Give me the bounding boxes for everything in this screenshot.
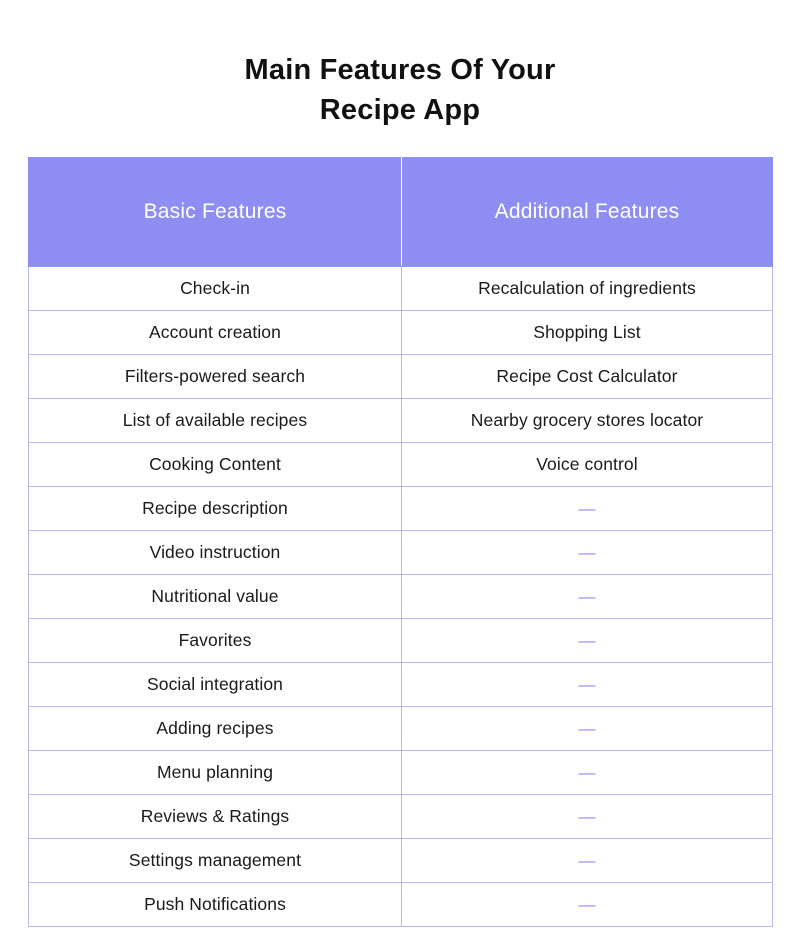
cell-basic-feature: Account creation xyxy=(29,311,402,355)
table-row xyxy=(29,267,773,311)
page-title xyxy=(0,0,800,130)
table-header-row xyxy=(29,158,773,267)
cell-basic-feature: List of available recipes xyxy=(29,399,402,443)
cell-basic-feature: Adding recipes xyxy=(29,707,402,751)
column-header-additional-features: Additional Features xyxy=(402,158,773,267)
table-row xyxy=(29,487,773,531)
cell-basic-feature: Push Notifications xyxy=(29,883,402,927)
cell-additional-feature: — xyxy=(402,883,773,927)
cell-basic-feature: Cooking Content xyxy=(29,443,402,487)
table-row xyxy=(29,399,773,443)
cell-basic-feature: Nutritional value xyxy=(29,575,402,619)
table-row xyxy=(29,575,773,619)
cell-basic-feature: Reviews & Ratings xyxy=(29,795,402,839)
cell-additional-feature: — xyxy=(402,751,773,795)
cell-basic-feature: Check-in xyxy=(29,267,402,311)
cell-basic-feature: Filters-powered search xyxy=(29,355,402,399)
page-title-line-1: Main Features Of Your xyxy=(244,54,556,86)
cell-additional-feature: Recalculation of ingredients xyxy=(402,267,773,311)
table-row xyxy=(29,707,773,751)
table-row xyxy=(29,839,773,883)
table-row xyxy=(29,795,773,839)
cell-additional-feature: — xyxy=(402,795,773,839)
table-row xyxy=(29,355,773,399)
table-row xyxy=(29,619,773,663)
table-row xyxy=(29,311,773,355)
cell-additional-feature: — xyxy=(402,531,773,575)
cell-additional-feature: Nearby grocery stores locator xyxy=(402,399,773,443)
table-row xyxy=(29,531,773,575)
table-header xyxy=(29,158,773,267)
table-body xyxy=(29,267,773,927)
cell-basic-feature: Recipe description xyxy=(29,487,402,531)
cell-additional-feature: — xyxy=(402,619,773,663)
cell-additional-feature: — xyxy=(402,707,773,751)
features-table-wrapper xyxy=(28,157,772,927)
cell-additional-feature: — xyxy=(402,575,773,619)
cell-basic-feature: Settings management xyxy=(29,839,402,883)
cell-basic-feature: Video instruction xyxy=(29,531,402,575)
cell-basic-feature: Favorites xyxy=(29,619,402,663)
cell-additional-feature: — xyxy=(402,663,773,707)
cell-additional-feature: Voice control xyxy=(402,443,773,487)
cell-additional-feature: Shopping List xyxy=(402,311,773,355)
table-row xyxy=(29,883,773,927)
table-row xyxy=(29,443,773,487)
column-header-basic-features: Basic Features xyxy=(29,158,402,267)
page-title-line-2: Recipe App xyxy=(319,94,481,126)
table-row xyxy=(29,663,773,707)
cell-basic-feature: Menu planning xyxy=(29,751,402,795)
cell-additional-feature: Recipe Cost Calculator xyxy=(402,355,773,399)
cell-additional-feature: — xyxy=(402,487,773,531)
cell-additional-feature: — xyxy=(402,839,773,883)
cell-basic-feature: Social integration xyxy=(29,663,402,707)
table-row xyxy=(29,751,773,795)
features-table xyxy=(28,157,773,927)
